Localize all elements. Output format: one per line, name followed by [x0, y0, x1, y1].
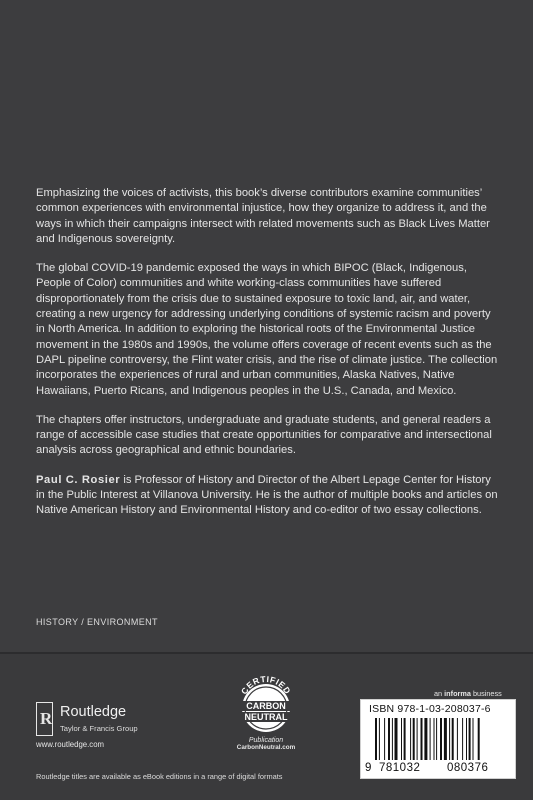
barcode-bar: [478, 718, 480, 760]
barcode-bar: [430, 718, 431, 760]
subject-category: HISTORY / ENVIRONMENT: [36, 617, 158, 627]
barcode-bar: [436, 718, 437, 760]
barcode-bar: [404, 718, 406, 760]
barcode-bar: [417, 718, 418, 760]
barcode-bar: [379, 718, 380, 760]
informa-business: an informa business: [434, 689, 502, 698]
routledge-r-icon: R: [36, 702, 53, 736]
publisher-url: www.routledge.com: [36, 740, 105, 749]
barcode-bar: [413, 718, 415, 760]
author-name: Paul C. Rosier: [36, 473, 121, 486]
barcode-bar: [392, 718, 393, 760]
barcode-bar: [469, 718, 471, 760]
carbon-word-2: NEUTRAL: [244, 712, 288, 722]
barcode-bar: [473, 718, 474, 760]
barcode-left-digits: 781032: [379, 762, 421, 774]
barcode-bar: [457, 718, 458, 760]
barcode-bar: [444, 718, 447, 760]
barcode-bar: [421, 718, 423, 760]
author-bio: [36, 473, 502, 519]
isbn-label: ISBN 978-1-03-208037-6: [369, 703, 491, 715]
isbn-barcode: [360, 699, 516, 779]
blurb-paragraph-2: The global COVID-19 pandemic exposed the ways in which BIPOC (Black, Indigenous, People of Color) communities and white working-class communities have suffered disproportionately from the crisis due to sustained exposure to toxic land, air, and water, creating a new urgency for addressing underlying conditions of systemic racism and poverty in North America. In addition to exploring the historical roots of the Environmental Justice movement in the 1980s and 1990s, the volume offers coverage of recent events such as the DAPL pipeline controversy, the Flint water crisis, and the rise of climate justice. The collection incorporates the experiences of rural and urban communities, Alaska Natives, Native Hawaiians, Puerto Ricans, and Indigenous peoples in the U.S., Canada, and Mexico.: [36, 262, 498, 397]
barcode-bar: [395, 718, 398, 760]
barcode-bar: [388, 718, 390, 760]
barcode-bar: [434, 718, 435, 760]
barcode-bar: [462, 718, 463, 760]
carbon-top-word: CERTIFIED: [238, 674, 294, 697]
blurb-paragraph-3: The chapters offer instructors, undergraduate and graduate students, and general readers a range of accessible case studies that create opportunities for comparative and intersectional analysis across geographical and ethnic boundaries.: [36, 413, 492, 457]
blurb-paragraph-1: Emphasizing the voices of activists, this book’s diverse contributors examine communities’ common experiences with environmental injustice, how they organize to address it, and the ways in which their campaigns intersect with related movements such as Black Lives Matter and Indigenous sovereignty.: [36, 187, 490, 245]
barcode-bar: [449, 718, 450, 760]
barcode-right-digits: 080376: [447, 762, 489, 774]
routledge-logo: [36, 700, 136, 748]
barcode-bar: [440, 718, 442, 760]
blurb: [36, 186, 502, 533]
carbon-neutral-icon: [234, 674, 298, 736]
carbon-site: CarbonNeutral.com: [236, 744, 296, 751]
barcode-bar: [452, 718, 454, 760]
carbon-publication: Publication: [248, 737, 284, 744]
barcode-bar: [424, 718, 427, 760]
carbon-word-1: CARBON: [246, 701, 286, 711]
ebook-note: Routledge titles are available as eBook editions in a range of digital formats: [36, 772, 283, 781]
barcode-bars: [375, 718, 503, 764]
barcode-bar: [410, 718, 411, 760]
publisher-name: Routledge: [60, 704, 127, 720]
publisher-group: Taylor & Francis Group: [60, 724, 138, 733]
carbon-neutral-badge: [228, 674, 304, 766]
barcode-bar: [375, 718, 377, 760]
barcode-bar: [384, 718, 385, 760]
barcode-bar: [401, 718, 402, 760]
barcode-lead-digit: 9: [365, 762, 372, 774]
barcode-bar: [466, 718, 467, 760]
author-bio-text: is Professor of History and Director of the Albert Lepage Center for History in the Public Interest at Villanova University. He is the author of multiple books and articles on Native American History and Environmental History and co-editor of two essay collections.: [36, 473, 498, 517]
